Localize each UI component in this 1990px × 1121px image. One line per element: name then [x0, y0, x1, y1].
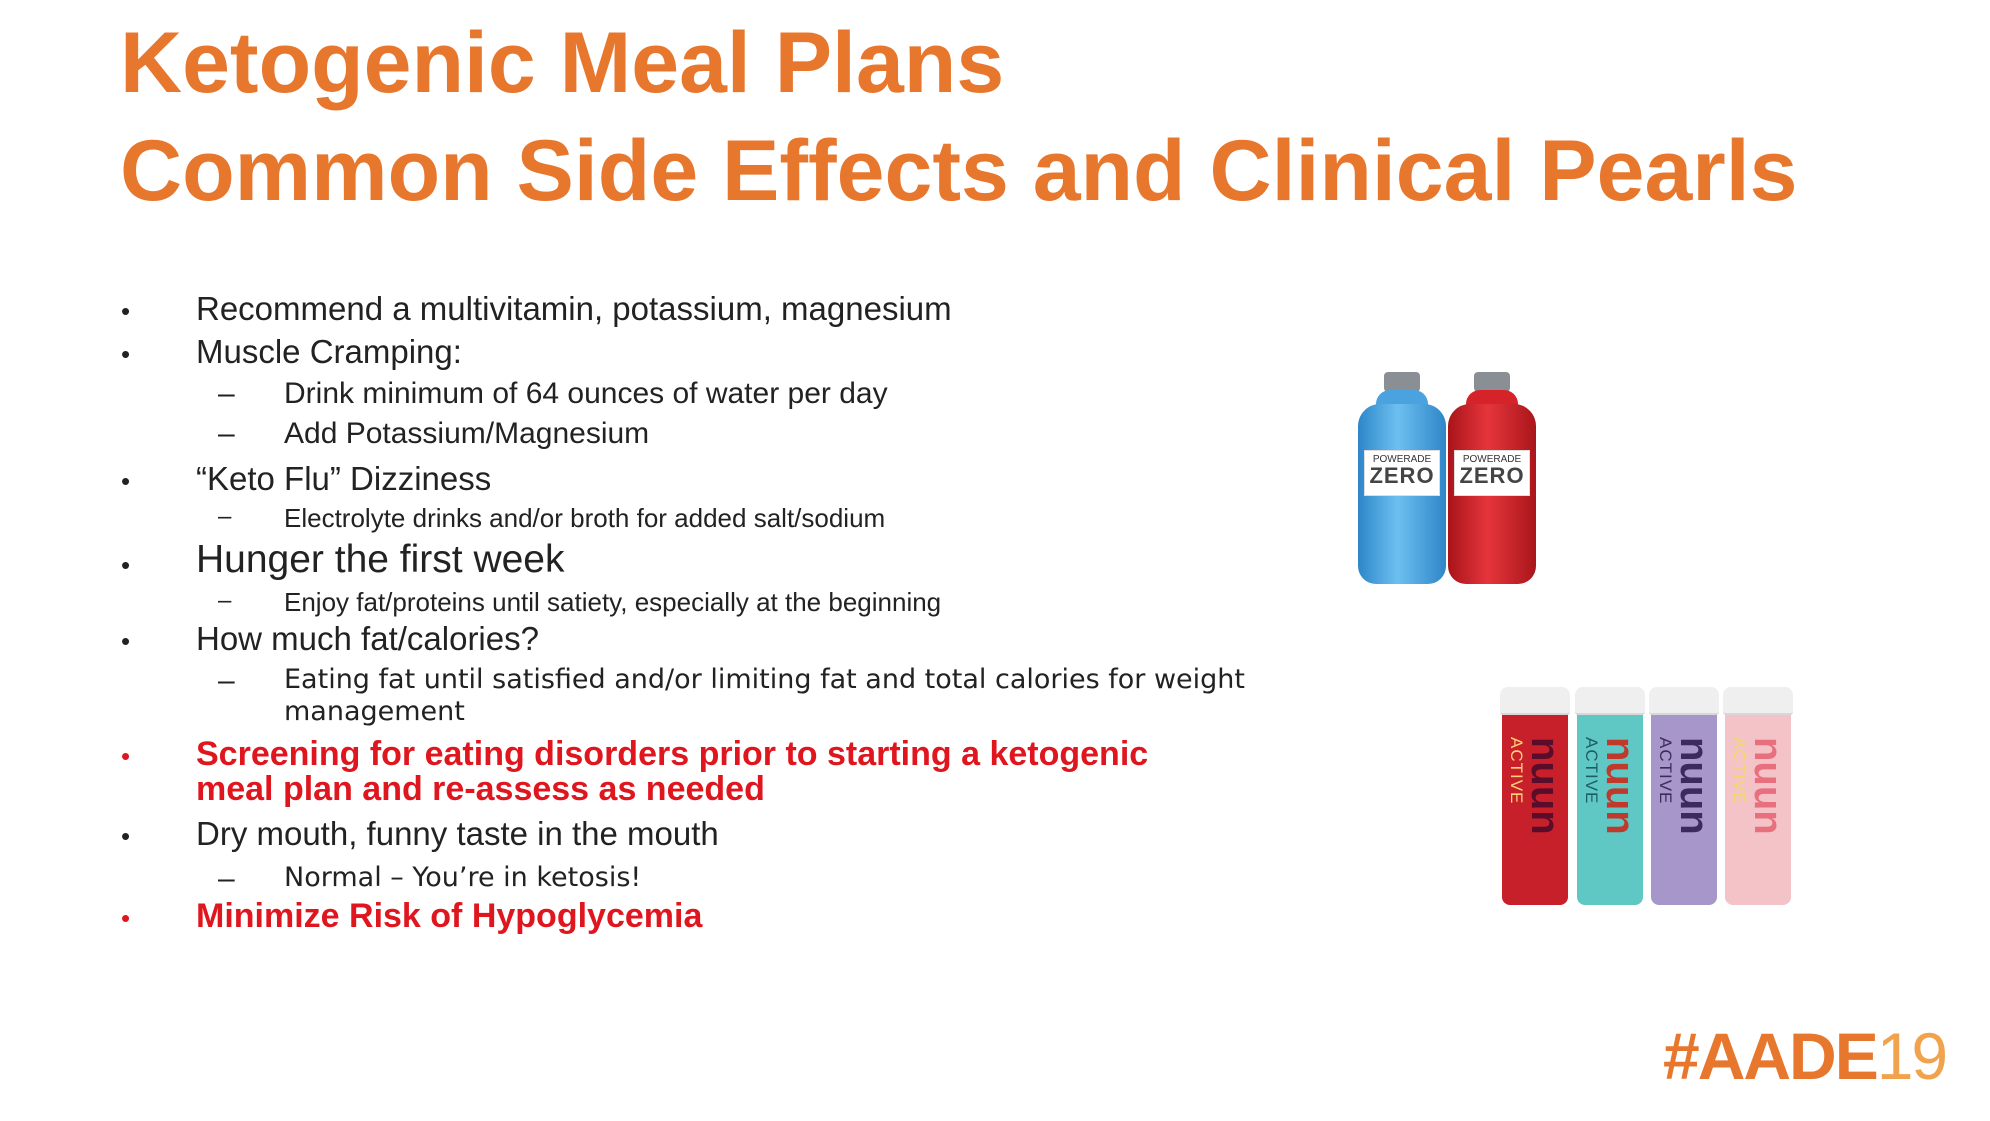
red-bottle	[1448, 372, 1536, 584]
nuun-tube-pink	[1725, 697, 1791, 905]
bullet-text: Recommend a multivitamin, potassium, magnesium	[196, 290, 952, 327]
tube-lid	[1500, 687, 1570, 715]
bullet-text-emphasis: Minimize Risk of Hypoglycemia	[196, 897, 703, 935]
blue-bottle	[1358, 372, 1446, 584]
bullet-text-emphasis: meal plan and re-assess as needed	[196, 770, 765, 808]
slide-title-line2: Common Side Effects and Clinical Pearls	[120, 123, 1798, 219]
bottle-body	[1448, 404, 1536, 584]
bottle-brand: POWERADE	[1372, 454, 1432, 465]
tube-sub: ACTIVE	[1507, 737, 1526, 805]
bottle-brand: POWERADE	[1462, 454, 1522, 465]
tube-lid	[1575, 687, 1645, 715]
bottle-cap	[1384, 372, 1420, 392]
bullet-text: How much fat/calories?	[196, 620, 539, 657]
sub-bullet-text: Eating fat until satisfied and/or limiting fat and total calories for weight	[284, 664, 1246, 695]
bullet-marker: •	[121, 466, 131, 496]
dash-marker: –	[218, 587, 232, 614]
bottle-body	[1358, 404, 1446, 584]
tube-sub: ACTIVE	[1582, 737, 1601, 805]
tube-brand: nuun	[1598, 737, 1642, 835]
slide-title-line1: Ketogenic Meal Plans	[120, 15, 1005, 111]
tube-brand: nuun	[1672, 737, 1716, 835]
bullet-text: Dry mouth, funny taste in the mouth	[196, 815, 719, 852]
nuun-tube-teal	[1577, 697, 1643, 905]
sub-bullet-text: Enjoy fat/proteins until satiety, especially at the beginning	[284, 587, 942, 617]
hashtag-main: #AADE	[1663, 1019, 1877, 1093]
tube-lid	[1723, 687, 1793, 715]
bottle-label	[1454, 450, 1530, 496]
aade19-logo	[1663, 1018, 1946, 1094]
bullet-marker: •	[121, 339, 131, 369]
sub-bullet-text: Electrolyte drinks and/or broth for added salt/sodium	[284, 503, 886, 533]
nuun-tube-purple	[1651, 697, 1717, 905]
tube-sub: ACTIVE	[1656, 737, 1675, 805]
bullet-marker: •	[121, 550, 131, 580]
dash-marker: –	[218, 664, 235, 697]
bullet-text: Hunger the first week	[196, 538, 565, 581]
tube-brand: nuun	[1523, 737, 1567, 835]
sub-bullet-text: Add Potassium/Magnesium	[284, 417, 650, 450]
tube-lid	[1649, 687, 1719, 715]
dash-marker: –	[218, 417, 235, 450]
bullet-marker: •	[121, 821, 131, 851]
bullet-marker: •	[121, 741, 131, 771]
bullet-marker: •	[121, 626, 131, 656]
sub-bullet-text: management	[284, 696, 465, 727]
tube-sub: ACTIVE	[1730, 737, 1749, 805]
dash-marker: –	[218, 503, 232, 530]
bullet-text: Muscle Cramping:	[196, 333, 462, 370]
nuun-tube-red	[1502, 697, 1568, 905]
tube-brand: nuun	[1746, 737, 1790, 835]
bullet-marker: •	[121, 903, 131, 933]
sub-bullet-text: Normal – You’re in ketosis!	[284, 862, 642, 893]
bullet-text-emphasis: Screening for eating disorders prior to starting a ketogenic	[196, 735, 1149, 773]
dash-marker: –	[218, 862, 235, 895]
bottle-cap	[1474, 372, 1510, 392]
bullet-text: “Keto Flu” Dizziness	[196, 460, 492, 497]
bottle-zero: ZERO	[1459, 463, 1525, 488]
bottle-zero: ZERO	[1369, 463, 1435, 488]
bullet-marker: •	[121, 296, 131, 326]
dash-marker: –	[218, 377, 235, 410]
hashtag-number: 19	[1876, 1019, 1947, 1093]
sub-bullet-text: Drink minimum of 64 ounces of water per day	[284, 377, 888, 410]
bottle-label	[1364, 450, 1440, 496]
